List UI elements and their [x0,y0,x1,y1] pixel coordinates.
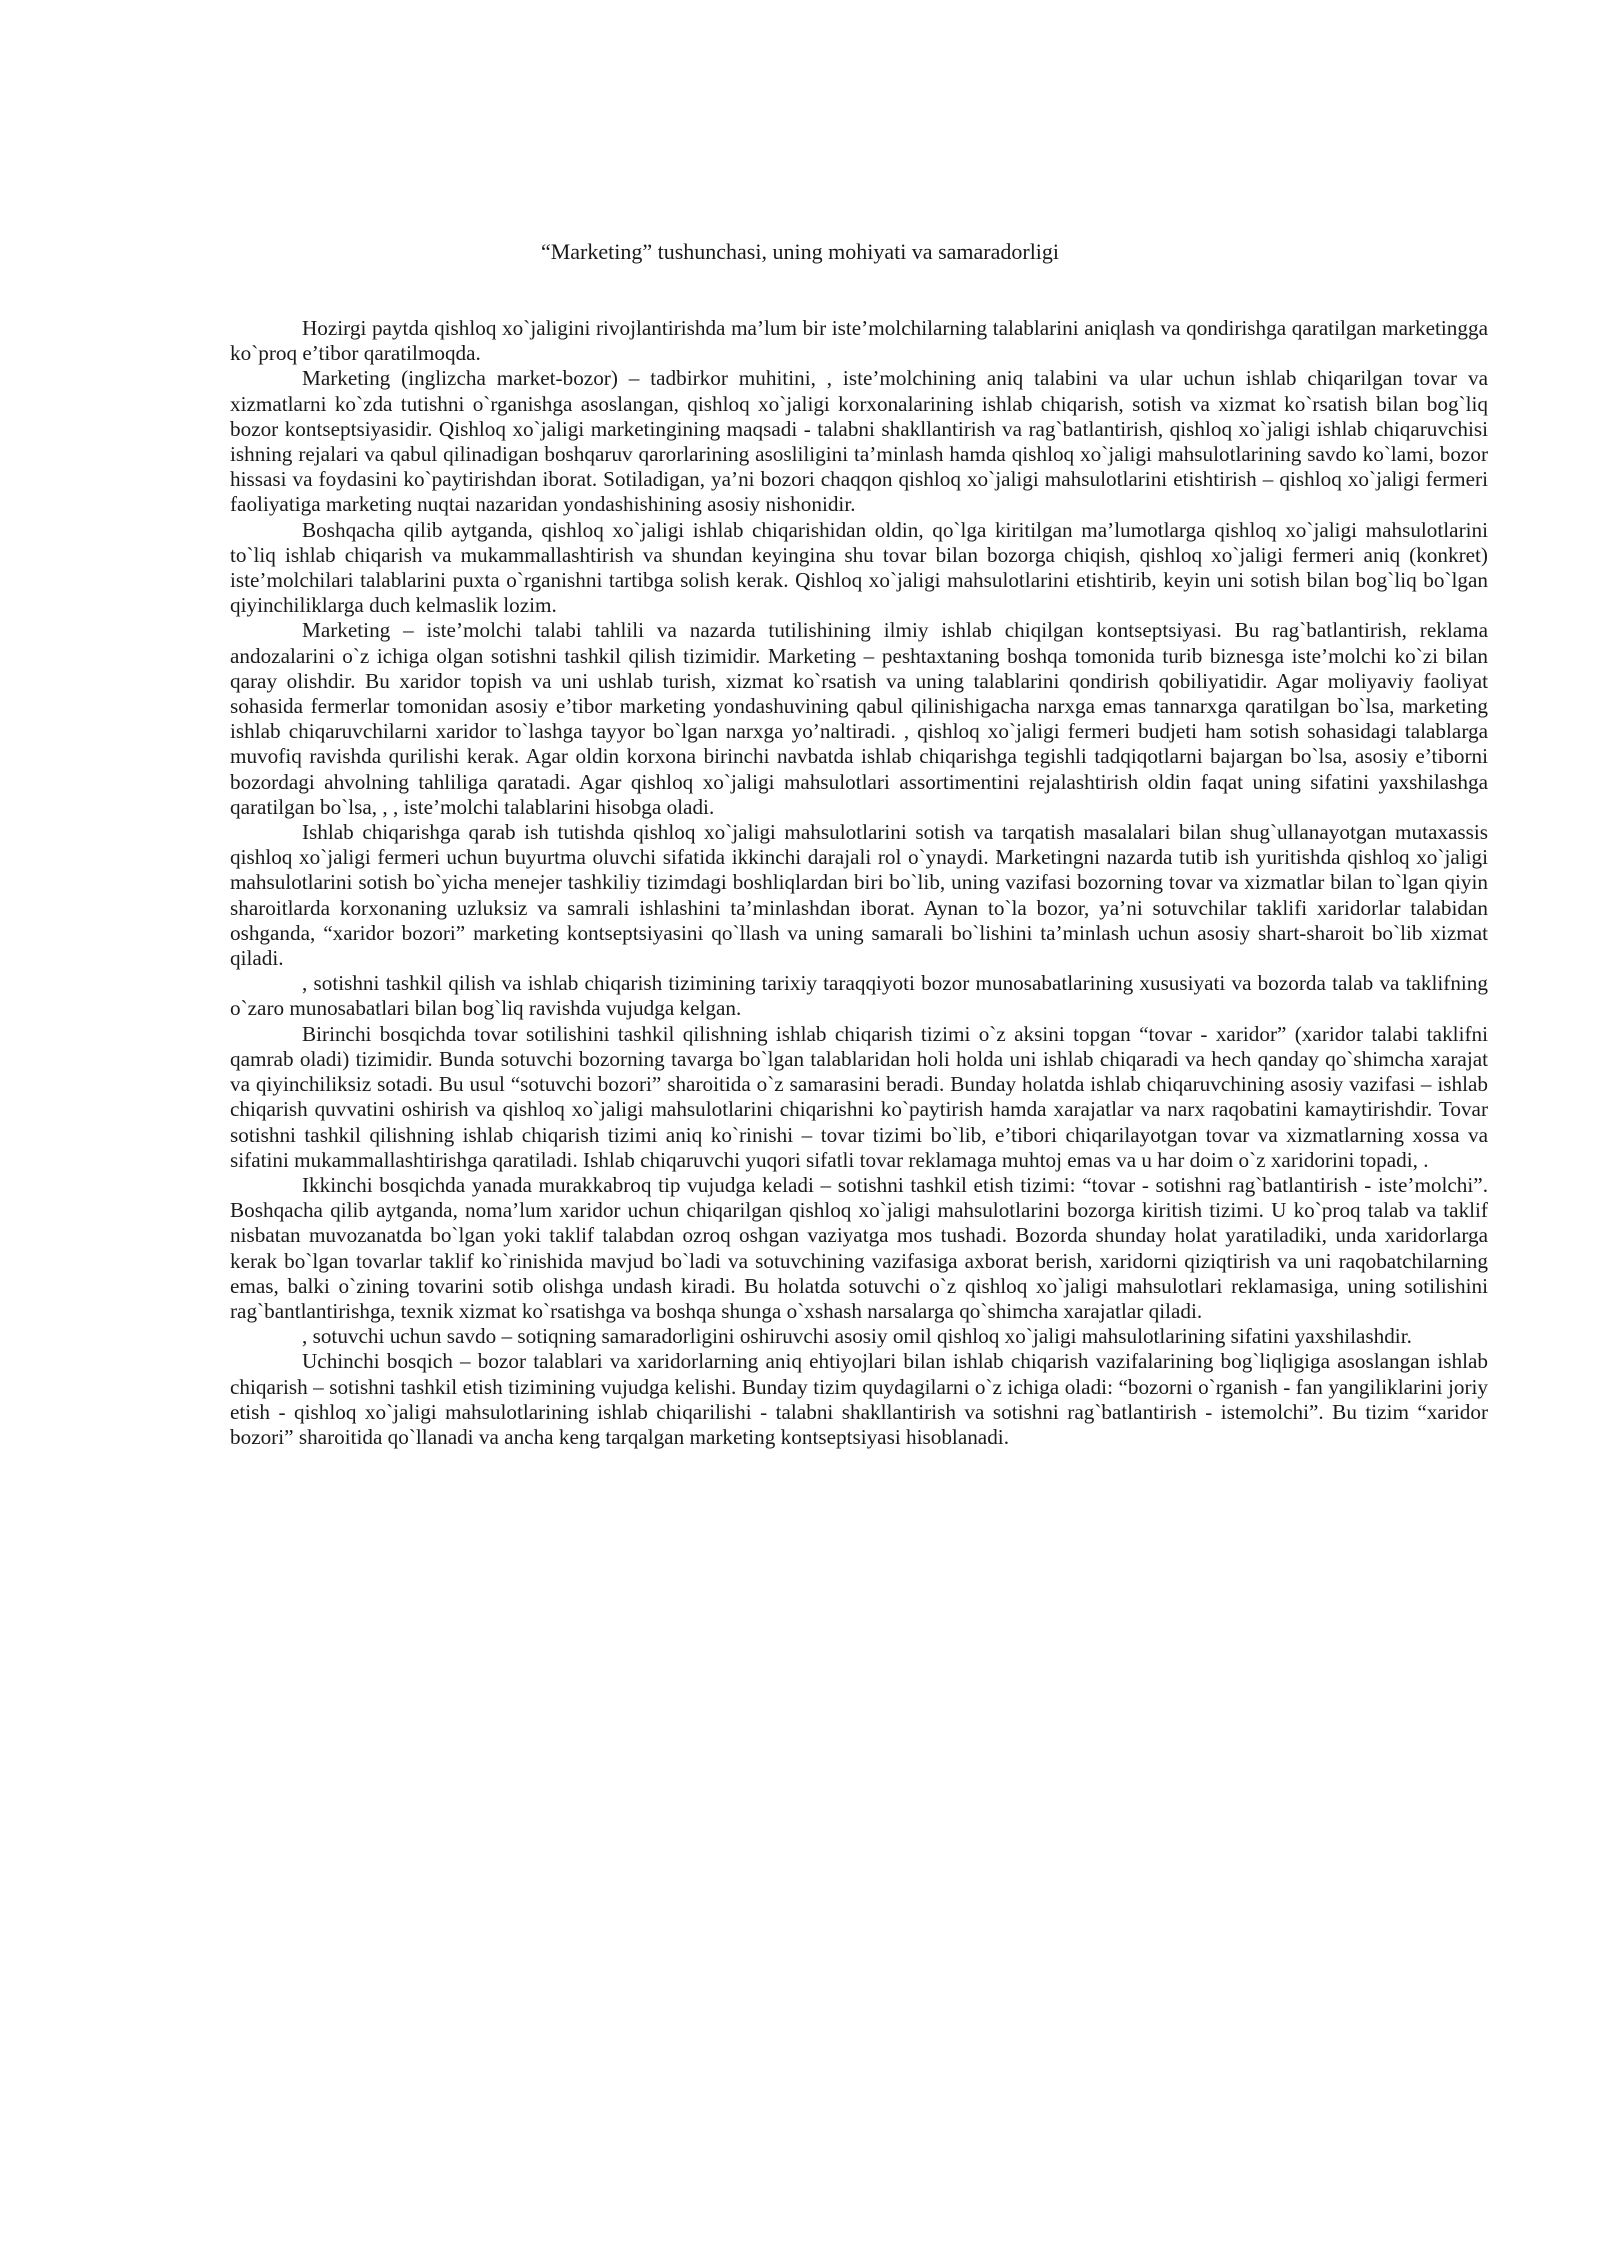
paragraph: Marketing (inglizcha market-bozor) – tadbirkor muhitini, , iste’molchining aniq talabini va ular uchun ishlab chiqarilgan tovar va xizmatlarni ko`zda tutishni o`rganishga asoslangan, qishloq xo`jaligi korxonalarining ishlab chiqarish, sotish va xizmat ko`rsatish bilan bog`liq bozor kontseptsiyasidir. Qishloq xo`jaligi marketingining maqsadi - talabni shakllantirish va rag`batlantirish, qishloq xo`jaligi ishlab chiqaruvchisi ishning rejalari va qabul qilinadigan boshqaruv qarorlarining asosliligini ta’minlash hamda qishloq xo`jaligi mahsulotlarining savdo ko`lami, bozor hissasi va foydasini ko`paytirishdan iborat. Sotiladigan, ya’ni bozori chaqqon qishloq xo`jaligi mahsulotlarini etishtirish – qishloq xo`jaligi fermeri faoliyatiga marketing nuqtai nazaridan yondashishining asosiy nishonidir. [230,366,1488,517]
paragraph: Ishlab chiqarishga qarab ish tutishda qishloq xo`jaligi mahsulotlarini sotish va tarqatish masalalari bilan shug`ullanayotgan mutaxassis qishloq xo`jaligi fermeri uchun buyurtma oluvchi sifatida ikkinchi darajali rol o`ynaydi. Marketingni nazarda tutib ish yuritishda qishloq xo`jaligi mahsulotlarini sotish bo`yicha menejer tashkiliy tizimdagi boshliqlardan biri bo`lib, uning vazifasi bozorning tovar va xizmatlar bilan to`lgan qiyin sharoitlarda korxonaning uzluksiz va samrali ishlashini ta’minlashdan iborat. Aynan to`la bozor, ya’ni sotuvchilar taklifi xaridorlar talabidan oshganda, “xaridor bozori” marketing kontseptsiyasini qo`llash va uning samarali bo`lishini ta’minlash uchun asosiy shart-sharoit bo`lib xizmat qiladi. [230,820,1488,971]
paragraph: , sotishni tashkil qilish va ishlab chiqarish tizimining tarixiy taraqqiyoti bozor munosabatlarining xususiyati va bozorda talab va taklifning o`zaro munosabatlari bilan bog`liq ravishda vujudga kelgan. [230,971,1488,1021]
paragraph: Ikkinchi bosqichda yanada murakkabroq tip vujudga keladi – sotishni tashkil etish tizimi: “tovar - sotishni rag`batlantirish - iste’molchi”. Boshqacha qilib aytganda, noma’lum xaridor uchun chiqarilgan qishloq xo`jaligi mahsulotlarini bozorga kiritish tizimi. U ko`proq talab va taklif nisbatan muvozanatda bo`lgan yoki taklif talabdan ozroq oshgan vaziyatga mos tushadi. Bozorda shunday holat yaratiladiki, unda xaridorlarga kerak bo`lgan tovarlar taklif ko`rinishida mavjud bo`ladi va sotuvchining vazifasiga axborat berish, xaridorni qiziqtirish va uni raqobatchilarning emas, balki o`zining tovarini sotib olishga undash kiradi. Bu holatda sotuvchi o`z qishloq xo`jaligi mahsulotlari reklamasiga, uning sotilishini rag`bantlantirishga, texnik xizmat ko`rsatishga va boshqa shunga o`xshash narsalarga qo`shimcha xarajatlar qiladi. [230,1172,1488,1323]
paragraph: Hozirgi paytda qishloq xo`jaligini rivojlantirishda ma’lum bir iste’molchilarning talablarini aniqlash va qondirishga qaratilgan marketingga ko`proq e’tibor qaratilmoqda. [230,316,1488,366]
paragraph: , sotuvchi uchun savdo – sotiqning samaradorligini oshiruvchi asosiy omil qishloq xo`jaligi mahsulotlarining sifatini yaxshilashdir. [302,1324,1412,1349]
paragraph: Boshqacha qilib aytganda, qishloq xo`jaligi ishlab chiqarishidan oldin, qo`lga kiritilgan ma’lumotlarga qishloq xo`jaligi mahsulotlarini to`liq ishlab chiqarish va mukammallashtirish va shundan keyingina shu tovar bilan bozorga chiqish, qishloq xo`jaligi fermeri aniq (konkret) iste’molchilari talablarini puxta o`rganishni tartibga solish kerak. Qishloq xo`jaligi mahsulotlarini etishtirib, keyin uni sotish bilan bog`liq bo`lgan qiyinchiliklarga duch kelmaslik lozim. [230,517,1488,618]
paragraph: Birinchi bosqichda tovar sotilishini tashkil qilishning ishlab chiqarish tizimi o`z aksini topgan “tovar - xaridor” (xaridor talabi taklifni qamrab oladi) tizimidir. Bunda sotuvchi bozorning tavarga bo`lgan talablaridan holi holda uni ishlab chiqaradi va hech qanday qo`shimcha xarajat va qiyinchiliksiz sotadi. Bu usul “sotuvchi bozori” sharoitida o`z samarasini beradi. Bunday holatda ishlab chiqaruvchining asosiy vazifasi – ishlab chiqarish quvvatini oshirish va qishloq xo`jaligi mahsulotlarini chiqarishni ko`paytirish hamda xarajatlar va narx raqobatini kamaytirishdir. Tovar sotishni tashkil qilishning ishlab chiqarish tizimi aniq ko`rinishi – tovar tizimi bo`lib, e’tibori chiqarilayotgan tovar va xizmatlarning xossa va sifatini mukammallashtirishga qaratiladi. Ishlab chiqaruvchi yuqori sifatli tovar reklamaga muhtoj emas va u har doim o`z xaridorini topadi, . [230,1021,1488,1172]
document-title: “Marketing” tushunchasi, uning mohiyati va samaradorligi [540,239,1060,264]
document-body [230,316,1488,1450]
paragraph: Uchinchi bosqich – bozor talablari va xaridorlarning aniq ehtiyojlari bilan ishlab chiqarish vazifalarining bog`liqligiga asoslangan ishlab chiqarish – sotishni tashkil etish tizimining vujudga kelishi. Bunday tizim quydagilarni o`z ichiga oladi: “bozorni o`rganish - fan yangiliklarini joriy etish - qishloq xo`jaligi mahsulotlarining ishlab chiqarilishi - talabni shakllantirish va sotishni rag`batlantirish - istemolchi”. Bu tizim “xaridor bozori” sharoitida qo`llanadi va ancha keng tarqalgan marketing kontseptsiyasi hisoblanadi. [230,1349,1488,1449]
paragraph: Marketing – iste’molchi talabi tahlili va nazarda tutilishining ilmiy ishlab chiqilgan kontseptsiyasi. Bu rag`batlantirish, reklama andozalarini o`z ichiga olgan sotishni tashkil qilish tizimidir. Marketing – peshtaxtaning boshqa tomonida turib biznesga iste’molchi ko`zi bilan qaray olishdir. Bu xaridor topish va uni ushlab turish, xizmat ko`rsatish va uning talablarini qondirish qobiliyatidir. Agar moliyaviy faoliyat sohasida fermerlar tomonidan asosiy e’tibor marketing yondashuvining qabul qilinishigacha narxga emas tannarxga qaratilgan bo`lsa, marketing ishlab chiqaruvchilarni xaridor to`lashga tayyor bo`lgan narxga yo’naltiradi. , qishloq xo`jaligi fermeri budjeti ham sotish sohasidagi talablarga muvofiq ravishda qurilishi kerak. Agar oldin korxona birinchi navbatda ishlab chiqarishga tegishli tadqiqotlarni bajargan bo`lsa, asosiy e’tiborni bozordagi ahvolning tahliliga qaratadi. Agar qishloq xo`jaligi mahsulotlari assortimentini rejalashtirish oldin faqat uning sifatini yaxshilashga qaratilgan bo`lsa, , , iste’molchi talablarini hisobga oladi. [230,618,1488,819]
